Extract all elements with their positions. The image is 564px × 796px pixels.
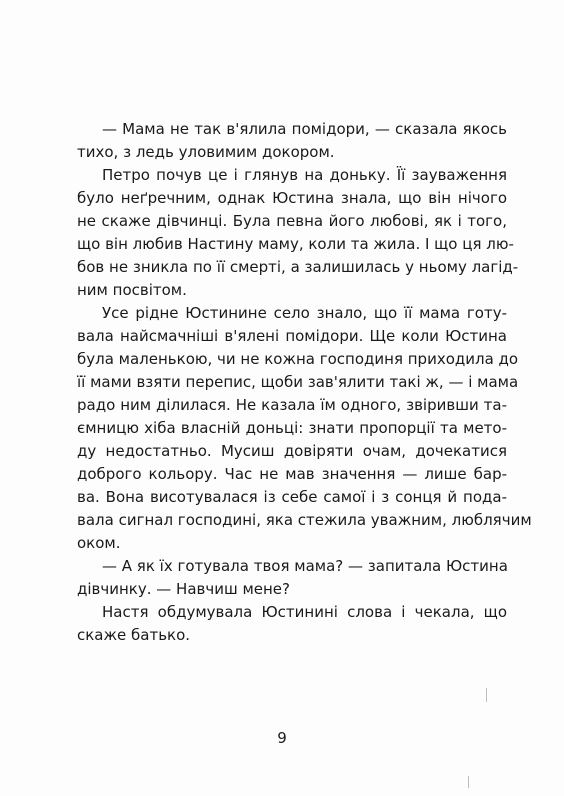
text-line: ва. Вона висотувалася із себе самої і з сонця й пода-	[77, 488, 507, 506]
body-text	[77, 118, 532, 647]
text-line: тихо, з ледь уловимим докором.	[77, 143, 335, 161]
text-line: — Мама не так в'ялила помідори, — сказала якось	[102, 120, 507, 138]
text-line: дівчинку. — Навчиш мене?	[77, 580, 290, 598]
text-line: доброго кольору. Час не мав значення — лише бар-	[77, 465, 507, 483]
text-line: ду недостатньо. Мусиш довіряти очам, дочекатися	[77, 442, 507, 460]
text-line: було неґречним, однак Юстина знала, що він нічого	[77, 189, 507, 207]
text-line: скаже батько.	[77, 626, 191, 644]
text-line: що він любив Настину маму, коли та жила. І що ця лю-	[77, 235, 514, 253]
text-line: вала найсмачніші в'ялені помідори. Ще коли Юстина	[77, 327, 507, 345]
page-number: 9	[277, 729, 287, 747]
text-line: — А як їх готувала твоя мама? — запитала Юстина	[102, 557, 508, 575]
text-line: ємницю хіба власній доньці: знати пропорції та мето-	[77, 419, 507, 437]
text-line: Усе рідне Юстинине село знало, що її мама готу-	[102, 304, 507, 322]
text-line: ним посвітом.	[77, 281, 187, 299]
text-line: оком.	[77, 534, 121, 552]
scan-artifact-line	[486, 688, 487, 702]
text-line: вала сигнал господині, яка стежила уважним, люблячим	[77, 511, 532, 529]
text-line: Настя обдумувала Юстинині слова і чекала, що	[102, 603, 507, 621]
scan-artifact-line	[468, 776, 469, 788]
text-line: її мами взяти перепис, щоби зав'ялити такі ж, — і мама	[77, 373, 519, 391]
text-line: радо ним ділилася. Не казала їм одного, звіривши та-	[77, 396, 507, 414]
text-line: не скаже дівчинці. Була певна його любові, як і того,	[77, 212, 507, 230]
text-line: була маленькою, чи не кожна господиня приходила до	[77, 350, 519, 368]
text-line: Петро почув це і глянув на доньку. Її зауваження	[102, 166, 507, 184]
text-line: бов не зникла по її смерті, а залишилась у ньому лагід-	[77, 258, 519, 276]
